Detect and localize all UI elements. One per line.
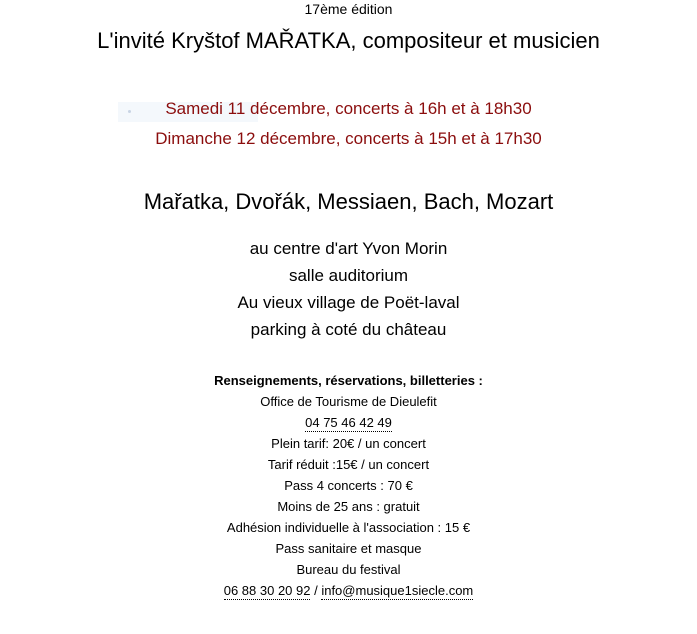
under-25-price: Moins de 25 ans : gratuit: [277, 499, 420, 514]
info-heading: Renseignements, réservations, billetteries :: [214, 373, 483, 388]
venue-line-3: Au vieux village de Poët-laval: [237, 293, 460, 312]
sanitary-notice: Pass sanitaire et masque: [275, 541, 422, 556]
tourism-office-phone-line: [0, 414, 697, 431]
full-price: Plein tarif: 20€ / un concert: [271, 436, 426, 451]
guest-title: L'invité Kryštof MAŘATKA, compositeur et musicien: [97, 28, 600, 53]
venue-line-2: salle auditorium: [288, 266, 409, 285]
composers-list: Mařatka, Dvořák, Messiaen, Bach, Mozart: [143, 189, 554, 214]
contact-separator: /: [310, 583, 322, 598]
festival-bureau: Bureau du festival: [296, 562, 401, 577]
edition-label: 17ème édition: [304, 1, 393, 17]
venue-line-4: parking à coté du château: [250, 320, 447, 339]
date-sunday: Dimanche 12 décembre, concerts à 15h et à 17h30: [155, 129, 542, 148]
tourism-office: Office de Tourisme de Dieulefit: [260, 394, 437, 409]
tourism-office-phone-link[interactable]: 04 75 46 42 49: [305, 415, 392, 430]
bureau-phone-link[interactable]: 06 88 30 20 92: [223, 583, 311, 598]
pass-price: Pass 4 concerts : 70 €: [284, 478, 413, 493]
membership-price: Adhésion individuelle à l'association : 15 €: [226, 520, 471, 535]
bureau-contact-line: [0, 582, 697, 599]
reduced-price: Tarif réduit :15€ / un concert: [267, 457, 430, 472]
date-saturday: Samedi 11 décembre, concerts à 16h et à 18h30: [165, 99, 532, 118]
email-link[interactable]: info@musique1siecle.com: [321, 583, 474, 598]
venue-line-1: au centre d'art Yvon Morin: [249, 239, 448, 258]
